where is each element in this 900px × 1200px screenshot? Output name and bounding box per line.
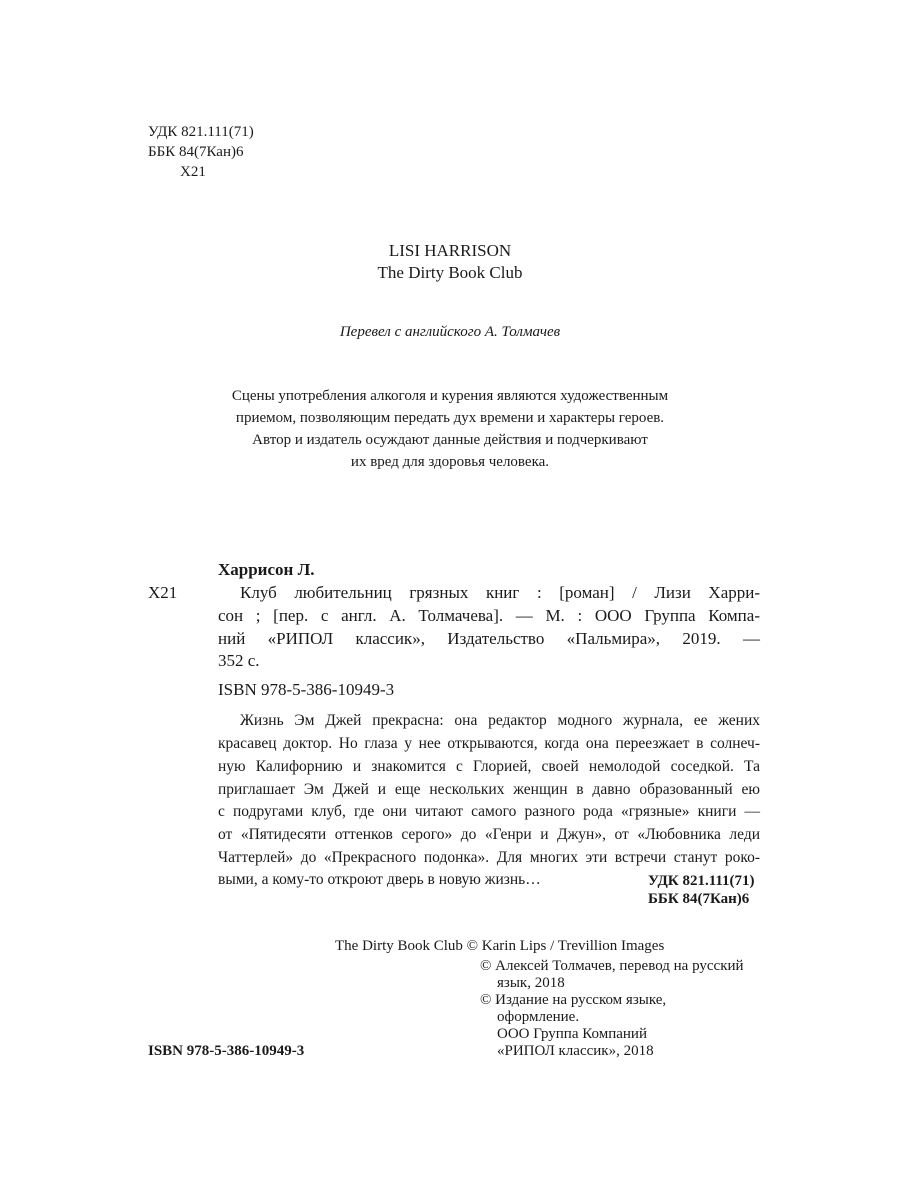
annotation-bbk: ББК 84(7Кан)6 [648, 891, 750, 907]
bib-line: 352 с. [218, 651, 260, 670]
annotation-line: с подругами клуб, где они читают самого разного рода «грязные» книги — [218, 803, 760, 820]
copyright-cover: The Dirty Book Club © Karin Lips / Trevillion Images [335, 938, 665, 954]
bib-line: ний «РИПОЛ классик», Издательство «Пальмира», 2019. — [218, 629, 760, 648]
annotation-line: приглашает Эм Джей и еще нескольких женщин в давно образованный ею [218, 781, 760, 798]
copyright-edition: оформление. [497, 1009, 580, 1025]
footer-isbn: ISBN 978-5-386-10949-3 [148, 1043, 305, 1059]
copyright-edition: «РИПОЛ классик», 2018 [497, 1043, 654, 1059]
annotation-line: красавец доктор. Но глаза у нее открываются, когда она переезжает в солнеч- [218, 735, 760, 752]
translator-note: Перевел с английского А. Толмачев [339, 324, 561, 340]
original-author: LISI HARRISON [388, 241, 512, 260]
annotation-udk: УДК 821.111(71) [648, 873, 755, 889]
warning-line: Автор и издатель осуждают данные действия и подчеркивают [252, 432, 648, 448]
bib-mark: Х21 [148, 583, 178, 602]
warning-line: их вред для здоровья человека. [350, 454, 550, 470]
copyright-edition: ООО Группа Компаний [497, 1026, 647, 1042]
bib-author-heading: Харрисон Л. [218, 560, 315, 579]
annotation-line: Жизнь Эм Джей прекрасна: она редактор модного журнала, ее жених [240, 712, 760, 729]
annotation-line: ную Калифорнию и знакомится с Глорией, своей немолодой соседкой. Та [218, 758, 760, 775]
warning-line: приемом, позволяющим передать дух времени и характеры героев. [235, 410, 665, 426]
annotation-line: выми, а кому-то откроют дверь в новую жизнь… [218, 871, 541, 888]
original-title: The Dirty Book Club [377, 263, 523, 282]
bib-line: сон ; [пер. с англ. А. Толмачева]. — М. : ООО Группа Компа- [218, 606, 760, 625]
copyright-translation: © Алексей Толмачев, перевод на русский [480, 958, 744, 974]
bbk-code: ББК 84(7Кан)6 [148, 144, 244, 160]
author-mark: Х21 [180, 164, 206, 180]
annotation-line: Чаттерлей» до «Прекрасного подонка». Для многих эти встречи станут роко- [218, 849, 760, 866]
copyright-edition: © Издание на русском языке, [480, 992, 667, 1008]
copyright-translation: язык, 2018 [497, 975, 565, 991]
bib-isbn: ISBN 978-5-386-10949-3 [218, 680, 395, 699]
annotation-line: от «Пятидесяти оттенков серого» до «Генри и Джун», от «Любовника леди [218, 826, 760, 843]
warning-line: Сцены употребления алкоголя и курения являются художественным [231, 388, 669, 404]
bib-line: Клуб любительниц грязных книг : [роман] / Лизи Харри- [240, 583, 760, 602]
udk-code: УДК 821.111(71) [148, 124, 254, 140]
